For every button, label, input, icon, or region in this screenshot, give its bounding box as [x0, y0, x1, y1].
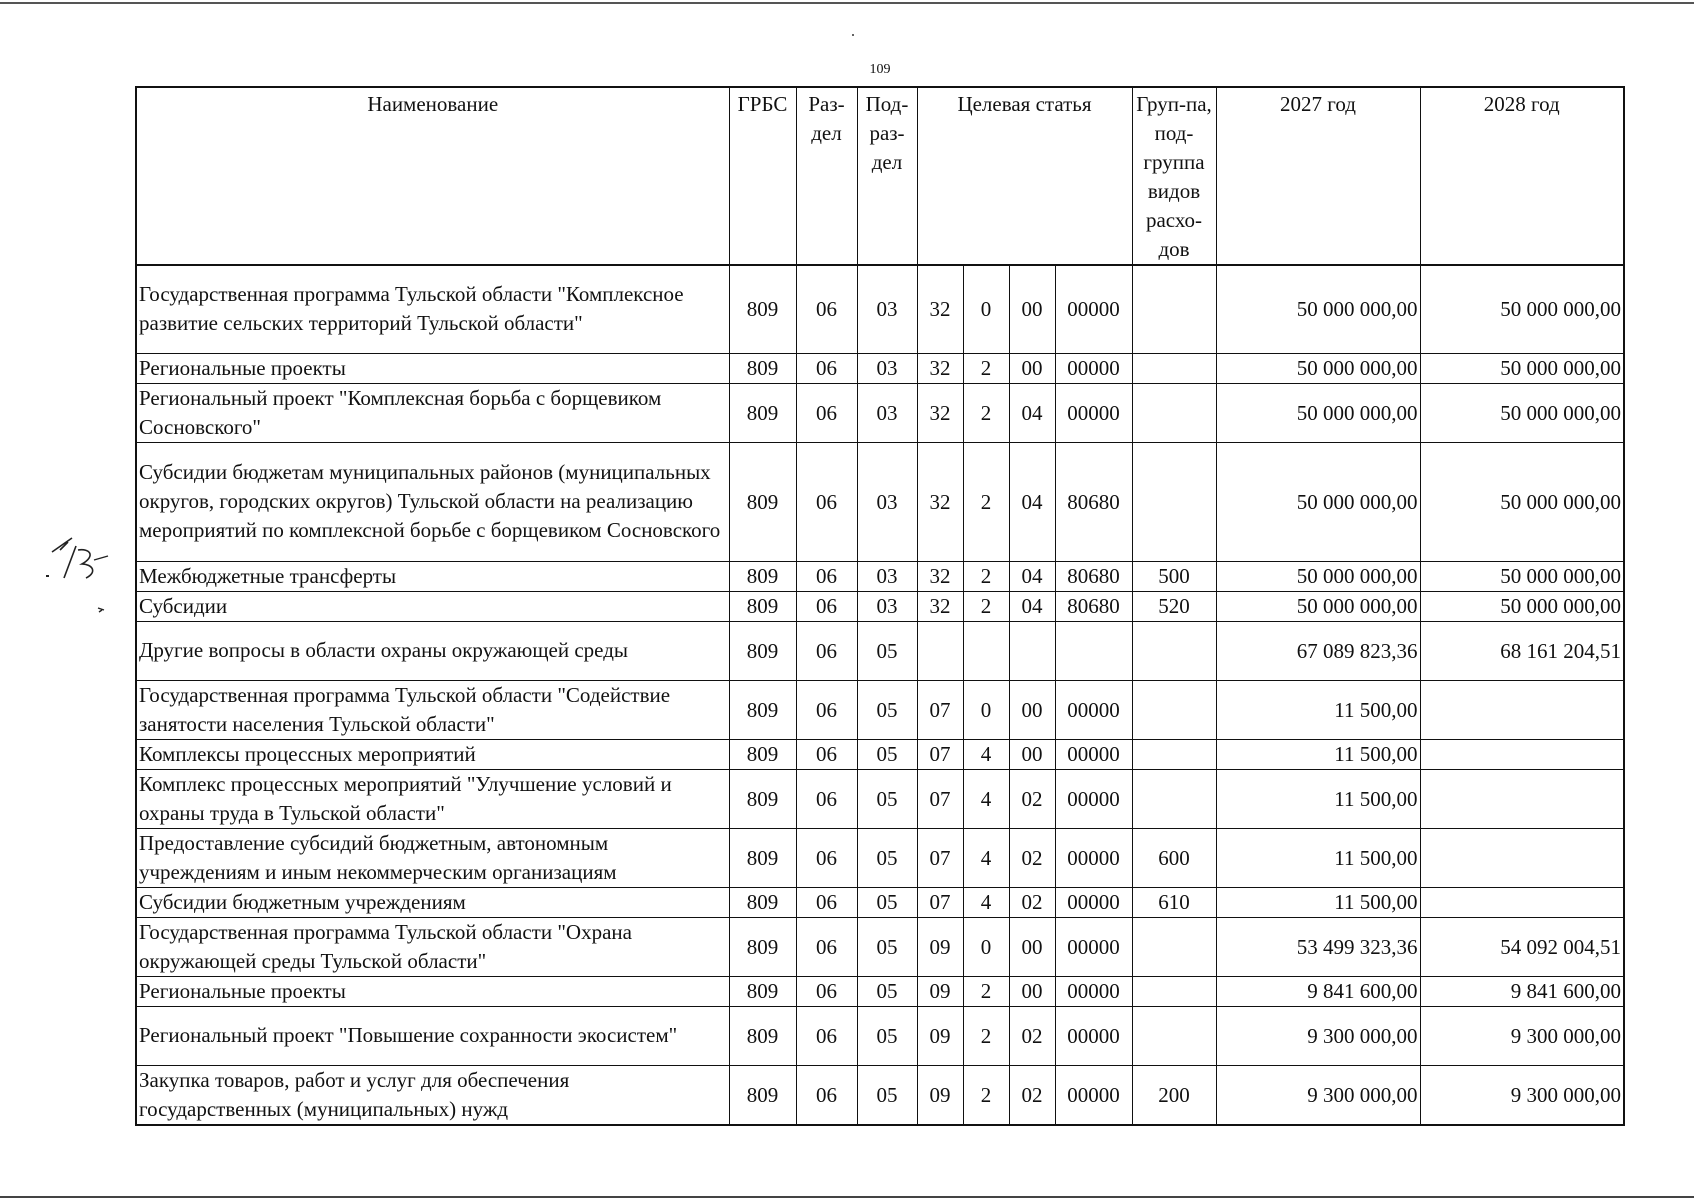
row-razdel: 06	[796, 828, 857, 887]
row-target-type: 4	[963, 769, 1009, 828]
row-name: Предоставление субсидий бюджетным, автономным учреждениям и иным некоммерческим организациям	[136, 828, 729, 887]
row-target-program: 09	[917, 1006, 963, 1065]
row-grbs: 809	[729, 265, 796, 353]
row-target-program: 09	[917, 976, 963, 1006]
row-podrazdel: 03	[857, 265, 917, 353]
row-razdel: 06	[796, 383, 857, 442]
row-target-program: 32	[917, 561, 963, 591]
row-expense-group	[1132, 739, 1216, 769]
row-target-subprogram: 04	[1009, 442, 1055, 561]
row-target-subprogram: 02	[1009, 828, 1055, 887]
row-target-direction: 00000	[1055, 1006, 1132, 1065]
row-razdel: 06	[796, 917, 857, 976]
row-name: Государственная программа Тульской области "Содействие занятости населения Тульской области"	[136, 680, 729, 739]
row-amount-2028: 9 300 000,00	[1420, 1006, 1624, 1065]
row-name: Региональные проекты	[136, 976, 729, 1006]
row-target-subprogram: 04	[1009, 383, 1055, 442]
header-name: Наименование	[136, 87, 729, 265]
row-expense-group	[1132, 353, 1216, 383]
row-razdel: 06	[796, 442, 857, 561]
header-grbs: ГРБС	[729, 87, 796, 265]
row-target-program	[917, 621, 963, 680]
table-row	[136, 828, 1624, 887]
row-expense-group	[1132, 383, 1216, 442]
row-razdel: 06	[796, 621, 857, 680]
row-name: Закупка товаров, работ и услуг для обеспечения государственных (муниципальных) нужд	[136, 1065, 729, 1125]
row-name: Субсидии бюджетам муниципальных районов (муниципальных округов, городских округов) Тульской области на реализацию мероприятий по комплексной борьбе с борщевиком Сосновского	[136, 442, 729, 561]
row-expense-group	[1132, 621, 1216, 680]
row-razdel: 06	[796, 739, 857, 769]
row-target-direction: 00000	[1055, 739, 1132, 769]
row-target-direction: 80680	[1055, 561, 1132, 591]
row-grbs: 809	[729, 591, 796, 621]
table-row	[136, 621, 1624, 680]
table-row	[136, 383, 1624, 442]
row-target-direction: 00000	[1055, 976, 1132, 1006]
row-razdel: 06	[796, 1006, 857, 1065]
row-amount-2027: 50 000 000,00	[1216, 442, 1420, 561]
row-amount-2027: 11 500,00	[1216, 680, 1420, 739]
row-grbs: 809	[729, 621, 796, 680]
row-podrazdel: 03	[857, 353, 917, 383]
row-target-program: 32	[917, 265, 963, 353]
row-podrazdel: 05	[857, 917, 917, 976]
header-target-article: Целевая статья	[917, 87, 1132, 265]
table-row	[136, 739, 1624, 769]
row-target-type: 2	[963, 442, 1009, 561]
row-amount-2028	[1420, 887, 1624, 917]
row-target-program: 09	[917, 1065, 963, 1125]
row-target-direction	[1055, 621, 1132, 680]
row-grbs: 809	[729, 828, 796, 887]
row-expense-group	[1132, 265, 1216, 353]
speck	[852, 34, 854, 36]
row-name: Региональный проект "Повышение сохранности экосистем"	[136, 1006, 729, 1065]
row-target-type: 4	[963, 739, 1009, 769]
table-row	[136, 976, 1624, 1006]
row-amount-2028	[1420, 769, 1624, 828]
row-amount-2028: 9 300 000,00	[1420, 1065, 1624, 1125]
row-grbs: 809	[729, 1065, 796, 1125]
row-target-program: 07	[917, 739, 963, 769]
row-podrazdel: 05	[857, 828, 917, 887]
row-amount-2028: 50 000 000,00	[1420, 561, 1624, 591]
row-amount-2028	[1420, 680, 1624, 739]
row-amount-2027: 11 500,00	[1216, 828, 1420, 887]
row-amount-2027: 53 499 323,36	[1216, 917, 1420, 976]
table-row	[136, 591, 1624, 621]
row-amount-2028: 50 000 000,00	[1420, 442, 1624, 561]
table-row	[136, 442, 1624, 561]
header-row	[136, 87, 1624, 265]
row-podrazdel: 05	[857, 887, 917, 917]
row-target-direction: 00000	[1055, 353, 1132, 383]
row-amount-2027: 50 000 000,00	[1216, 353, 1420, 383]
row-podrazdel: 05	[857, 739, 917, 769]
row-razdel: 06	[796, 887, 857, 917]
row-target-program: 32	[917, 442, 963, 561]
row-grbs: 809	[729, 917, 796, 976]
row-amount-2027: 50 000 000,00	[1216, 383, 1420, 442]
row-razdel: 06	[796, 769, 857, 828]
header-2028: 2028 год	[1420, 87, 1624, 265]
row-target-program: 32	[917, 383, 963, 442]
row-target-subprogram: 00	[1009, 353, 1055, 383]
row-expense-group	[1132, 976, 1216, 1006]
row-amount-2028	[1420, 828, 1624, 887]
row-target-direction: 00000	[1055, 917, 1132, 976]
row-amount-2028: 9 841 600,00	[1420, 976, 1624, 1006]
row-razdel: 06	[796, 680, 857, 739]
table-row	[136, 917, 1624, 976]
row-target-subprogram: 04	[1009, 561, 1055, 591]
row-amount-2027: 67 089 823,36	[1216, 621, 1420, 680]
table-row	[136, 265, 1624, 353]
row-target-subprogram: 04	[1009, 591, 1055, 621]
row-expense-group: 600	[1132, 828, 1216, 887]
row-amount-2028: 50 000 000,00	[1420, 383, 1624, 442]
row-amount-2028: 50 000 000,00	[1420, 353, 1624, 383]
row-name: Межбюджетные трансферты	[136, 561, 729, 591]
row-grbs: 809	[729, 887, 796, 917]
row-name: Региональные проекты	[136, 353, 729, 383]
budget-table	[135, 86, 1625, 1126]
row-expense-group	[1132, 442, 1216, 561]
row-grbs: 809	[729, 561, 796, 591]
header-podrazdel-text: Под-раз-дел	[865, 92, 909, 174]
row-podrazdel: 03	[857, 591, 917, 621]
row-target-type: 4	[963, 828, 1009, 887]
row-target-program: 09	[917, 917, 963, 976]
row-name: Региональный проект "Комплексная борьба с борщевиком Сосновского"	[136, 383, 729, 442]
row-grbs: 809	[729, 976, 796, 1006]
row-target-direction: 00000	[1055, 265, 1132, 353]
row-razdel: 06	[796, 1065, 857, 1125]
row-target-type: 2	[963, 591, 1009, 621]
row-expense-group: 610	[1132, 887, 1216, 917]
row-target-subprogram	[1009, 621, 1055, 680]
row-target-subprogram: 00	[1009, 739, 1055, 769]
row-name: Государственная программа Тульской области "Комплексное развитие сельских территорий Тульской области"	[136, 265, 729, 353]
row-podrazdel: 05	[857, 769, 917, 828]
row-name: Другие вопросы в области охраны окружающей среды	[136, 621, 729, 680]
row-target-program: 07	[917, 680, 963, 739]
row-target-program: 07	[917, 828, 963, 887]
row-target-subprogram: 02	[1009, 1006, 1055, 1065]
row-podrazdel: 05	[857, 680, 917, 739]
row-target-type: 2	[963, 561, 1009, 591]
row-podrazdel: 03	[857, 442, 917, 561]
row-target-subprogram: 02	[1009, 887, 1055, 917]
header-expense-group-text: Груп-па, под-группа видов расхо-дов	[1136, 92, 1212, 261]
row-name: Комплексы процессных мероприятий	[136, 739, 729, 769]
handwritten-marks	[38, 530, 138, 620]
table-row	[136, 887, 1624, 917]
row-target-subprogram: 02	[1009, 1065, 1055, 1125]
row-target-type: 2	[963, 353, 1009, 383]
row-target-direction: 00000	[1055, 680, 1132, 739]
row-target-program: 07	[917, 769, 963, 828]
row-target-type: 2	[963, 1006, 1009, 1065]
row-target-subprogram: 02	[1009, 769, 1055, 828]
row-razdel: 06	[796, 591, 857, 621]
row-podrazdel: 05	[857, 976, 917, 1006]
scan-edge-bottom	[0, 1196, 1694, 1198]
row-expense-group	[1132, 1006, 1216, 1065]
row-expense-group	[1132, 917, 1216, 976]
row-target-type: 2	[963, 976, 1009, 1006]
row-target-subprogram: 00	[1009, 917, 1055, 976]
row-grbs: 809	[729, 680, 796, 739]
row-amount-2028: 68 161 204,51	[1420, 621, 1624, 680]
row-name: Государственная программа Тульской области "Охрана окружающей среды Тульской области"	[136, 917, 729, 976]
row-razdel: 06	[796, 265, 857, 353]
table-row	[136, 1065, 1624, 1125]
row-amount-2027: 9 841 600,00	[1216, 976, 1420, 1006]
row-amount-2028: 54 092 004,51	[1420, 917, 1624, 976]
scan-edge-top	[0, 2, 1694, 4]
row-amount-2027: 50 000 000,00	[1216, 591, 1420, 621]
row-expense-group	[1132, 680, 1216, 739]
header-2027: 2027 год	[1216, 87, 1420, 265]
row-grbs: 809	[729, 769, 796, 828]
row-amount-2027: 11 500,00	[1216, 887, 1420, 917]
table-row	[136, 561, 1624, 591]
header-podrazdel	[857, 87, 917, 265]
row-target-direction: 80680	[1055, 591, 1132, 621]
row-expense-group: 500	[1132, 561, 1216, 591]
row-target-type: 0	[963, 680, 1009, 739]
row-amount-2027: 9 300 000,00	[1216, 1006, 1420, 1065]
row-grbs: 809	[729, 442, 796, 561]
row-target-subprogram: 00	[1009, 680, 1055, 739]
row-amount-2027: 9 300 000,00	[1216, 1065, 1420, 1125]
page-number: 109	[869, 62, 891, 77]
row-name: Субсидии бюджетным учреждениям	[136, 887, 729, 917]
row-target-direction: 00000	[1055, 383, 1132, 442]
row-podrazdel: 05	[857, 1006, 917, 1065]
row-grbs: 809	[729, 383, 796, 442]
table-row	[136, 1006, 1624, 1065]
row-target-program: 32	[917, 353, 963, 383]
row-expense-group: 200	[1132, 1065, 1216, 1125]
row-grbs: 809	[729, 1006, 796, 1065]
table-row	[136, 769, 1624, 828]
table-row	[136, 680, 1624, 739]
row-amount-2028: 50 000 000,00	[1420, 591, 1624, 621]
row-podrazdel: 03	[857, 561, 917, 591]
row-target-type: 2	[963, 1065, 1009, 1125]
row-target-type: 2	[963, 383, 1009, 442]
row-razdel: 06	[796, 976, 857, 1006]
row-amount-2027: 50 000 000,00	[1216, 265, 1420, 353]
row-amount-2027: 11 500,00	[1216, 769, 1420, 828]
header-expense-group	[1132, 87, 1216, 265]
row-target-program: 07	[917, 887, 963, 917]
row-target-subprogram: 00	[1009, 976, 1055, 1006]
row-target-subprogram: 00	[1009, 265, 1055, 353]
row-target-type: 0	[963, 917, 1009, 976]
row-target-program: 32	[917, 591, 963, 621]
row-podrazdel: 03	[857, 383, 917, 442]
table-row	[136, 353, 1624, 383]
row-target-direction: 00000	[1055, 828, 1132, 887]
table-body	[136, 265, 1624, 1125]
row-target-direction: 80680	[1055, 442, 1132, 561]
row-target-type: 4	[963, 887, 1009, 917]
row-podrazdel: 05	[857, 621, 917, 680]
header-razdel	[796, 87, 857, 265]
row-amount-2027: 50 000 000,00	[1216, 561, 1420, 591]
row-target-direction: 00000	[1055, 1065, 1132, 1125]
row-amount-2028: 50 000 000,00	[1420, 265, 1624, 353]
row-podrazdel: 05	[857, 1065, 917, 1125]
row-target-direction: 00000	[1055, 769, 1132, 828]
row-target-type: 0	[963, 265, 1009, 353]
header-razdel-text: Раз-дел	[808, 92, 845, 145]
row-amount-2027: 11 500,00	[1216, 739, 1420, 769]
row-target-direction: 00000	[1055, 887, 1132, 917]
row-expense-group: 520	[1132, 591, 1216, 621]
row-grbs: 809	[729, 739, 796, 769]
row-razdel: 06	[796, 353, 857, 383]
row-razdel: 06	[796, 561, 857, 591]
row-grbs: 809	[729, 353, 796, 383]
row-name: Субсидии	[136, 591, 729, 621]
row-name: Комплекс процессных мероприятий "Улучшение условий и охраны труда в Тульской области"	[136, 769, 729, 828]
row-target-type	[963, 621, 1009, 680]
row-expense-group	[1132, 769, 1216, 828]
row-amount-2028	[1420, 739, 1624, 769]
